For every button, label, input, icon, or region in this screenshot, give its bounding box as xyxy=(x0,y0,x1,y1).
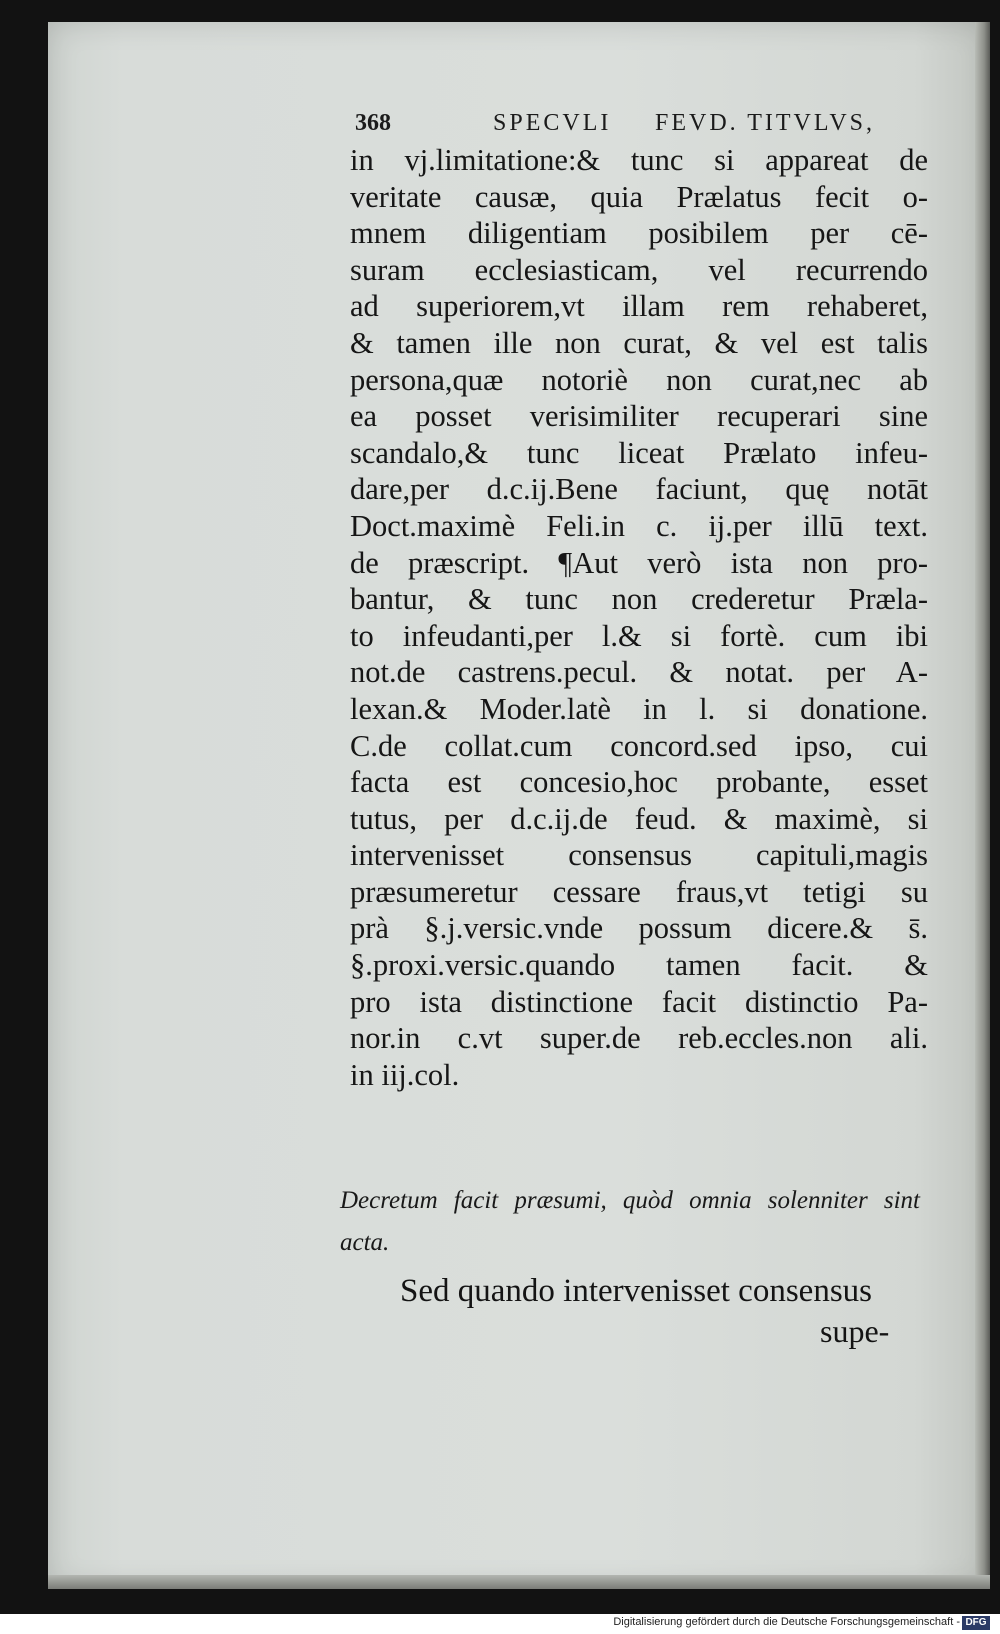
marginal-note-line: acta. xyxy=(340,1229,390,1256)
text-line: & tamen ille non curat, & vel est talis xyxy=(350,325,928,360)
dfg-logo: DFG xyxy=(962,1616,990,1630)
text-line: veritate causæ, quia Prælatus fecit o- xyxy=(350,179,928,214)
marginal-note-line: Decretum facit præsumi, quòd omnia solenniter sint xyxy=(340,1187,920,1214)
page-header xyxy=(355,110,910,146)
text-line: ad superiorem,vt illam rem rehaberet, xyxy=(350,289,928,324)
text-line: ea posset verisimiliter recuperari sine xyxy=(350,399,928,434)
text-line: in iij.col. xyxy=(350,1057,460,1092)
section-opening-line: Sed quando intervenisset consensus xyxy=(400,1273,873,1309)
marginal-note xyxy=(340,1180,920,1264)
text-line: persona,quæ notoriè non curat,nec ab xyxy=(350,362,928,397)
text-line: Doct.maximè Feli.in c. ij.per illū text. xyxy=(350,508,928,543)
main-text-block xyxy=(350,142,928,1093)
text-line: C.de collat.cum concord.sed ipso, cui xyxy=(350,728,928,763)
text-line: mnem diligentiam posibilem per cē- xyxy=(350,216,928,251)
text-line: to infeudanti,per l.& si fortè. cum ibi xyxy=(350,618,928,653)
page-bottom-edge xyxy=(48,1575,990,1589)
running-head-right: FEVD. TITVLVS, xyxy=(655,110,876,136)
text-line: nor.in c.vt super.de reb.eccles.non ali. xyxy=(350,1021,928,1056)
text-line: suram ecclesiasticam, vel recurrendo xyxy=(350,252,928,287)
text-line: prà §.j.versic.vnde possum dicere.& s̄. xyxy=(350,911,928,946)
running-head-left: SPECVLI xyxy=(493,110,612,136)
text-line: §.proxi.versic.quando tamen facit. & xyxy=(350,948,928,983)
text-line: not.de castrens.pecul. & notat. per A- xyxy=(350,655,928,690)
digitization-credit: Digitalisierung gefördert durch die Deutsche Forschungsgemeinschaft - xyxy=(613,1616,960,1628)
text-line: lexan.& Moder.latè in l. si donatione. xyxy=(350,691,928,726)
text-line: tutus, per d.c.ij.de feud. & maximè, si xyxy=(350,801,928,836)
catchword: supe- xyxy=(820,1313,890,1349)
text-line: de præscript. ¶Aut verò ista non pro- xyxy=(350,545,928,580)
text-line: bantur, & tunc non crederetur Præla- xyxy=(350,582,928,617)
page-number: 368 xyxy=(355,110,391,136)
text-line: præsumeretur cessare fraus,vt tetigi su xyxy=(350,874,928,909)
text-line: intervenisset consensus capituli,magis xyxy=(350,838,928,873)
page-fore-edge xyxy=(975,22,990,1588)
text-line: facta est concesio,hoc probante, esset xyxy=(350,765,928,800)
text-line: dare,per d.c.ij.Bene faciunt, quę notāt xyxy=(350,472,928,507)
text-line: pro ista distinctione facit distinctio Pa- xyxy=(350,984,928,1019)
text-line: scandalo,& tunc liceat Prælato infeu- xyxy=(350,435,928,470)
text-line: in vj.limitatione:& tunc si appareat de xyxy=(350,143,928,177)
